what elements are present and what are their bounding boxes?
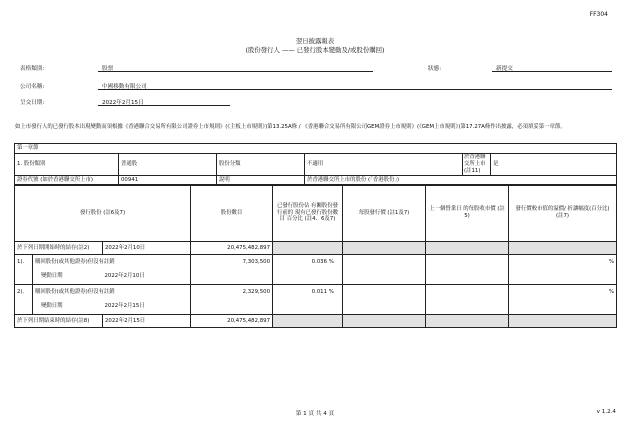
- event-2-date-label: 變動日期: [33, 300, 103, 315]
- col-header-shares: 股份數目: [191, 185, 273, 242]
- share-type-value: 不適用: [305, 154, 463, 176]
- event-2-issue-price: [343, 285, 426, 315]
- share-class-value: 普通股: [119, 154, 217, 176]
- col-header-premium: 發行價較市值的溢價/ 折讓幅度(百分比) (註7): [509, 185, 617, 242]
- date-underline: [98, 105, 230, 106]
- event-1-date-label: 變動日期: [33, 270, 103, 285]
- event-2-percentage-unit: %: [328, 289, 334, 295]
- gray-cell: [343, 242, 426, 255]
- company-label: 公司名稱:: [20, 84, 45, 90]
- col-header-closing-price: 上一個營業日 的每股收市價 (註5): [426, 185, 509, 242]
- event-1-percentage: [273, 255, 343, 285]
- date-label: 呈交日期:: [20, 100, 45, 106]
- intro-text: 如上市發行人的已發行股本出現變動而須根據《香港聯合交易所有限公司證券上市規則》(《主板上市規則》)第13.25A條 / 《香港聯合交易所有限公司GEM證券上市規則》(《GEM上市規則》)第17.27A條作出披露，必須填妥第一章節。: [15, 124, 566, 130]
- version-label: v 1.2.4: [596, 409, 616, 415]
- stock-code-value: 00941: [119, 176, 217, 186]
- event-2-number: 2).: [15, 285, 33, 315]
- status-label: 狀態:: [428, 66, 442, 72]
- movement-table: [14, 184, 617, 328]
- date-value: 2022年2月15日: [102, 100, 144, 106]
- description-label: 說明: [217, 176, 305, 186]
- report-subtitle: (股份發行人 —— 已發行股本變動及/或股份購回): [245, 46, 385, 54]
- event-1-description: 購回股份(或其他證券)但沒有註銷: [33, 255, 191, 270]
- event-2-closing-price: [426, 285, 509, 315]
- event-1-number: 1).: [15, 255, 33, 285]
- form-code: FF304: [589, 11, 608, 18]
- listed-label: 於香港聯交所上市(註11): [463, 154, 491, 176]
- section-one-table: [14, 143, 617, 186]
- category-value: 股票: [102, 66, 114, 72]
- share-class-label: 1. 股份類別: [15, 154, 119, 176]
- page-number: 第 1 頁 共 4 頁: [295, 411, 335, 417]
- event-2-shares: 2,329,500: [191, 285, 273, 315]
- gray-cell: [509, 242, 617, 255]
- status-underline: [492, 71, 612, 72]
- gray-cell: [509, 315, 617, 328]
- event-1-premium: %: [509, 255, 617, 285]
- col-header-issue: 發行股份 (註6及7): [15, 185, 191, 242]
- gray-cell: [426, 315, 509, 328]
- event-2-percentage-value: 0.011: [311, 289, 328, 295]
- event-2-date: 2022年2月15日: [103, 300, 191, 315]
- closing-balance-shares: 20,475,482,897: [191, 315, 273, 328]
- gray-cell: [273, 315, 343, 328]
- event-2-description: 購回股份(或其他證券)但沒有註銷: [33, 285, 191, 300]
- opening-balance-label: 於下列日期開始時的結存(註2): [15, 242, 103, 255]
- category-label: 表格類別:: [20, 66, 45, 72]
- gray-cell: [426, 242, 509, 255]
- closing-balance-label: 於下列日期結束時的結存(註8): [15, 315, 103, 328]
- event-2-premium: %: [509, 285, 617, 315]
- event-1-issue-price: [343, 255, 426, 285]
- status-value: 新提交: [496, 66, 513, 72]
- col-header-percentage: 已發行股份佔 有關股份發行前的 現有已發行股份數目 百分比 (註4、6及7): [273, 185, 343, 242]
- section-title: 第一章節: [15, 144, 617, 154]
- opening-balance-date: 2022年2月10日: [103, 242, 191, 255]
- description-value: 於香港聯交所上市的股份 (「香港股份」): [305, 176, 617, 186]
- company-underline: [98, 89, 612, 90]
- event-1-date: 2022年2月10日: [103, 270, 191, 285]
- stock-code-label: 證券代號 (如於香港聯交所上市): [15, 176, 119, 186]
- gray-cell: [273, 242, 343, 255]
- col-header-issue-price: 每股發行價 (註1及7): [343, 185, 426, 242]
- event-1-percentage-unit: %: [328, 259, 334, 265]
- gray-cell: [343, 315, 426, 328]
- listed-value: 是: [491, 154, 617, 176]
- event-1-shares: 7,303,500: [191, 255, 273, 285]
- category-underline: [98, 71, 373, 72]
- event-1-closing-price: [426, 255, 509, 285]
- report-title: 翌日披露報表: [295, 37, 335, 45]
- opening-balance-shares: 20,475,482,897: [191, 242, 273, 255]
- company-value: 中國移動有限公司: [102, 84, 147, 90]
- closing-balance-date: 2022年2月15日: [103, 315, 191, 328]
- event-2-percentage: [273, 285, 343, 315]
- event-1-percentage-value: 0.036: [311, 259, 328, 265]
- share-type-label: 股份分類: [217, 154, 305, 176]
